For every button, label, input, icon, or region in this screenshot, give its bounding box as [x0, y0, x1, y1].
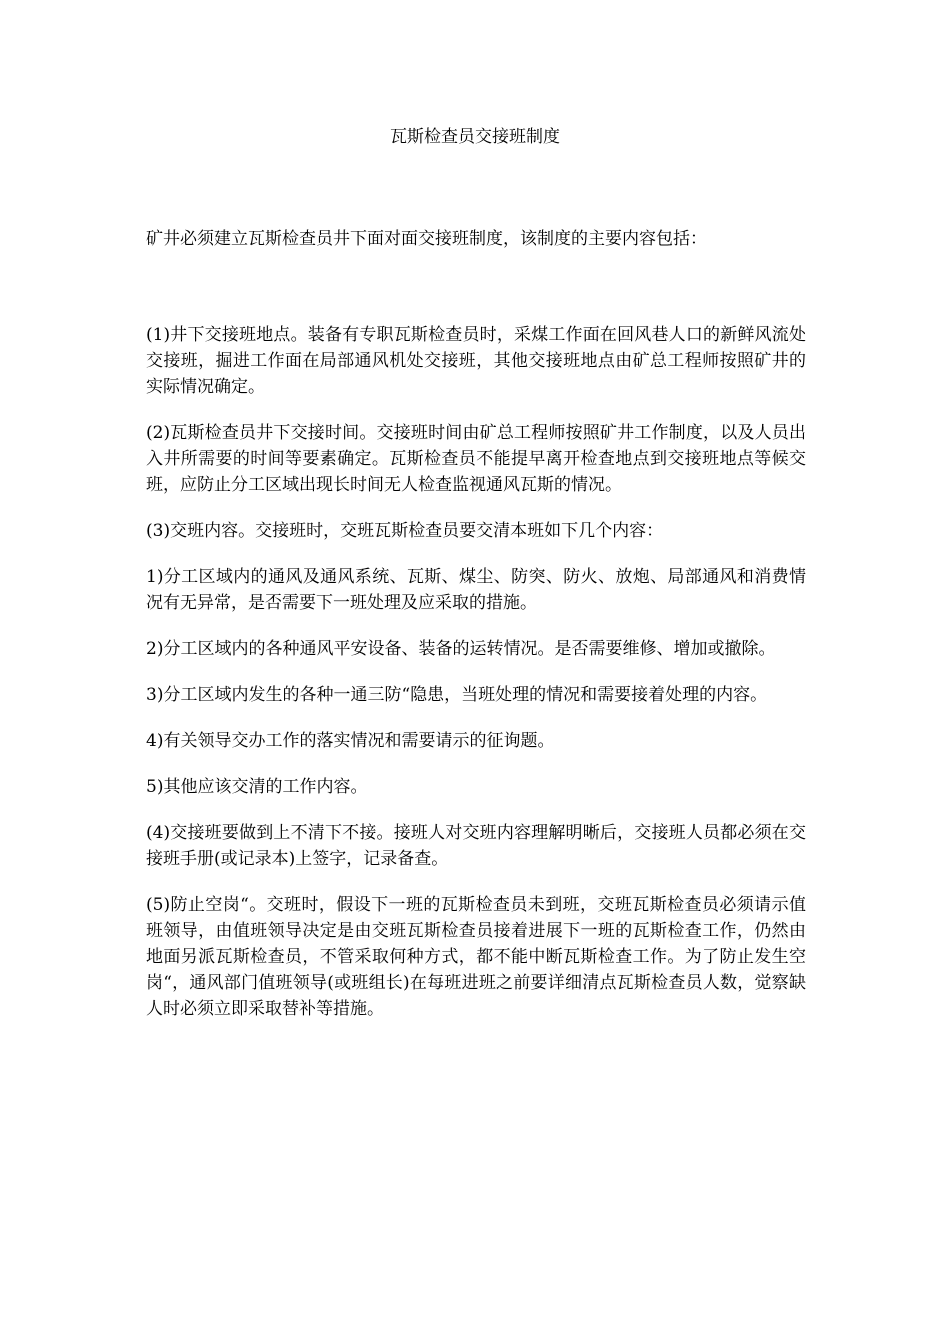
subitem-4: 4)有关领导交办工作的落实情况和需要请示的征询题。 — [146, 731, 555, 751]
subitem-2: 2)分工区域内的各种通风平安设备、装备的运转情况。是否需要维修、增加或撤除。 — [146, 639, 776, 659]
subitem-5: 5)其他应该交清的工作内容。 — [146, 777, 368, 797]
paragraph-4-handover: (4)交接班要做到上不清下不接。接班人对交班内容理解明晰后，交接班人员都必须在交接班手册(或记录本)上签字，记录备查。 — [146, 823, 806, 869]
subitem-3: 3)分工区域内发生的各种一通三防“隐患，当班处理的情况和需要接着处理的内容。 — [146, 685, 768, 705]
paragraph-5-vacancy: (5)防止空岗“。交班时，假设下一班的瓦斯检查员未到班，交班瓦斯检查员必须请示值班领导，由值班领导决定是由交班瓦斯检查员接着进展下一班的瓦斯检查工作，仍然由地面另派瓦斯检查员，不管采取何种方式，都不能中断瓦斯检查工作。为了防止发生空岗“，通风部门值班领导(或班组长)在每班进班之前要详细清点瓦斯检查员人数，觉察缺人时必须立即采取替补等措施。 — [146, 895, 806, 1019]
paragraph-3-content: (3)交班内容。交接班时，交班瓦斯检查员要交清本班如下几个内容： — [146, 521, 664, 541]
subitem-1: 1)分工区域内的通风及通风系统、瓦斯、煤尘、防突、防火、放炮、局部通风和消费情况有无异常，是否需要下一班处理及应采取的措施。 — [146, 567, 806, 613]
paragraph-2-time: (2)瓦斯检查员井下交接时间。交接班时间由矿总工程师按照矿井工作制度，以及人员出入井所需要的时间等要素确定。瓦斯检查员不能提早离开检查地点到交接班地点等候交班，应防止分工区域出现长时间无人检查监视通风瓦斯的情况。 — [146, 423, 806, 495]
document-body — [146, 226, 806, 1042]
paragraph-1-location: (1)井下交接班地点。装备有专职瓦斯检查员时，采煤工作面在回风巷人口的新鲜风流处交接班，掘进工作面在局部通风机处交接班，其他交接班地点由矿总工程师按照矿井的实际情况确定。 — [146, 325, 806, 397]
intro-paragraph: 矿井必须建立瓦斯检查员井下面对面交接班制度，该制度的主要内容包括： — [146, 229, 707, 249]
document-title: 瓦斯检查员交接班制度 — [390, 127, 560, 147]
